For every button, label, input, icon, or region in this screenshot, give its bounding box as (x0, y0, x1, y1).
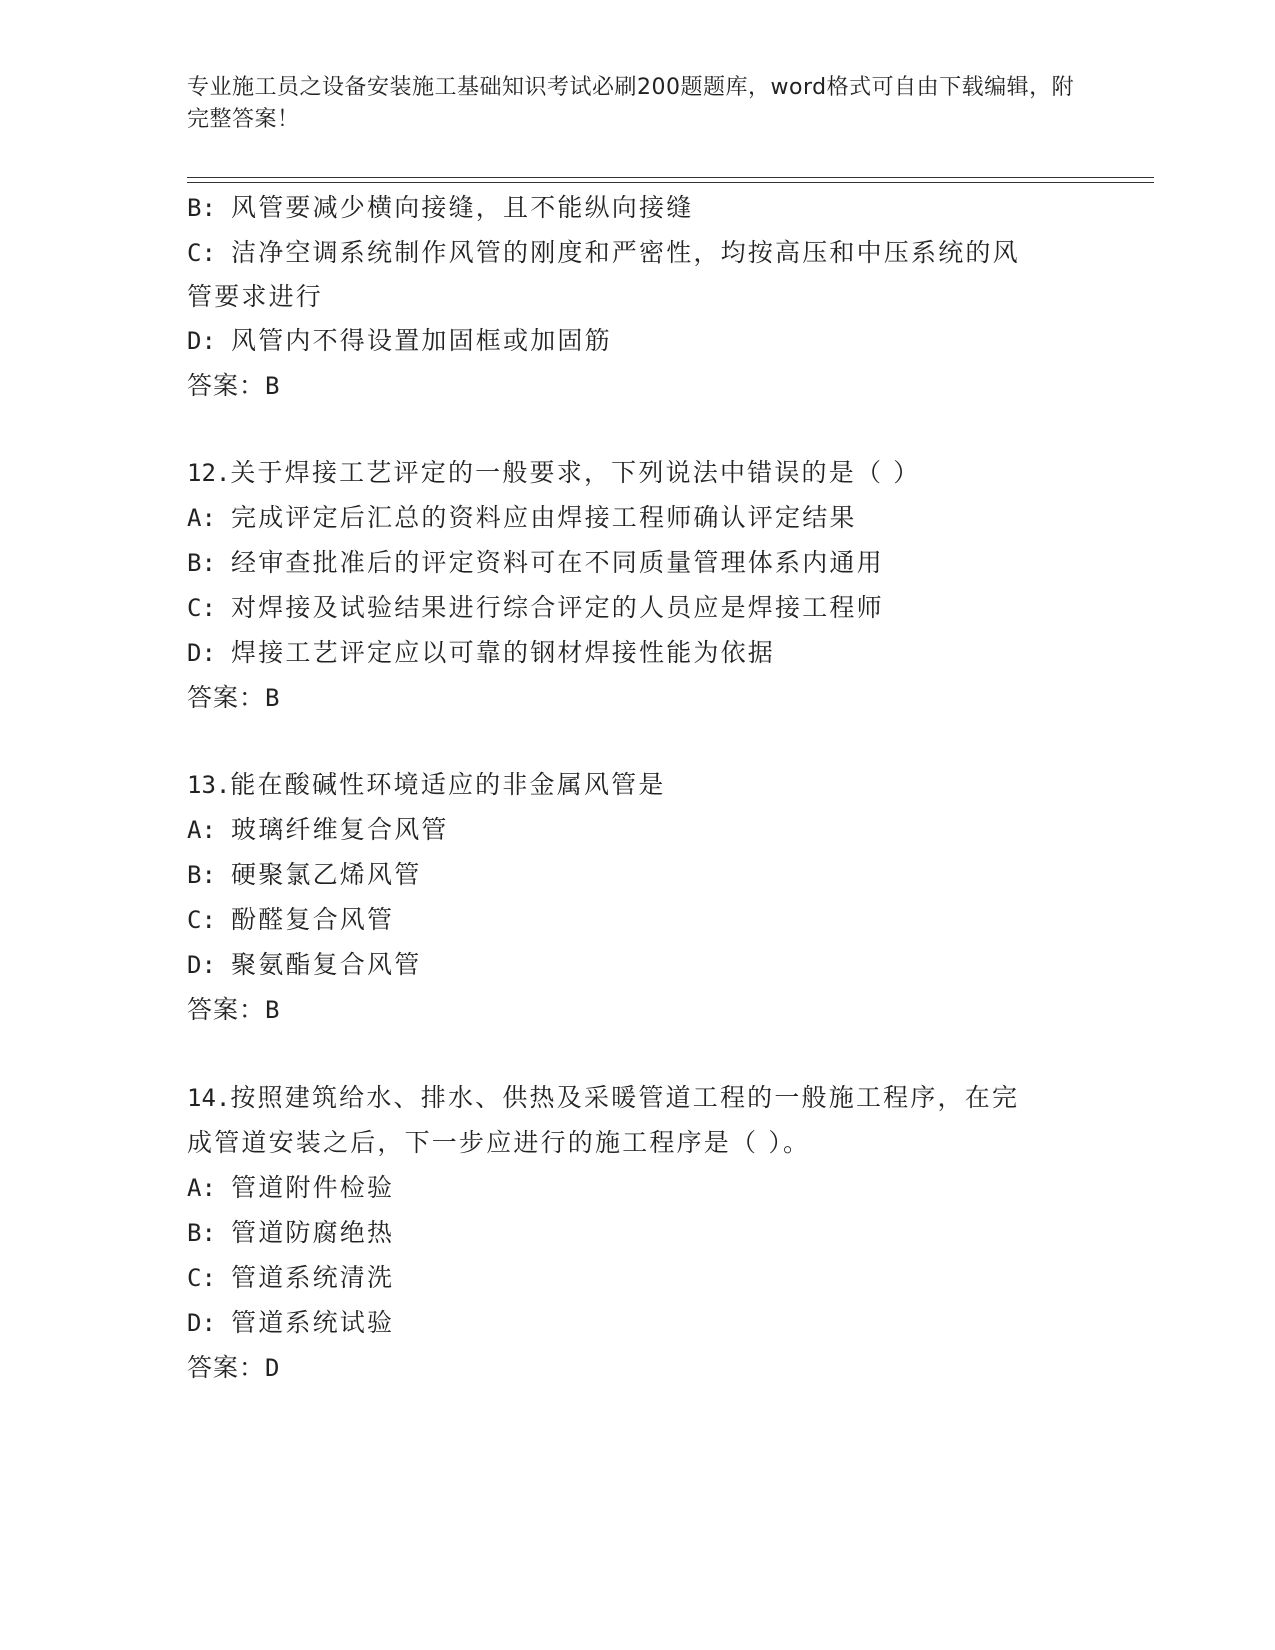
question-text: 关于焊接工艺评定的一般要求，下列说法中错误的是（ ） (230, 458, 921, 487)
question-number: 14. (187, 1084, 231, 1112)
option-label: C: (187, 1264, 216, 1292)
answer-label: 答案： (187, 1353, 266, 1382)
q11-option-d (187, 325, 612, 357)
answer-value: B (265, 996, 281, 1024)
option-text: 对焊接及试验结果进行综合评定的人员应是焊接工程师 (231, 593, 884, 622)
q13-option-a (187, 814, 449, 846)
q12-option-a (187, 502, 857, 534)
q12-option-b (187, 547, 884, 579)
header-rule-top (187, 177, 1154, 178)
q14-option-c (187, 1262, 394, 1294)
option-text: 经审查批准后的评定资料可在不同质量管理体系内通用 (231, 548, 884, 577)
q12-option-d (187, 637, 775, 669)
option-label: A: (187, 816, 216, 844)
q13-option-b (187, 859, 421, 891)
q14-option-a (187, 1172, 394, 1204)
option-label: D: (187, 951, 216, 979)
q14-stem-continued: 成管道安装之后，下一步应进行的施工程序是（ ）。 (187, 1128, 811, 1157)
answer-label: 答案： (187, 995, 266, 1024)
option-text: 管道系统试验 (231, 1308, 395, 1337)
option-label: B: (187, 194, 216, 222)
q13-option-d (187, 949, 421, 981)
q14-stem (187, 1082, 1019, 1114)
q13-stem (187, 769, 666, 801)
q11-option-b (187, 192, 693, 224)
q12-option-c (187, 592, 884, 624)
option-label: B: (187, 861, 216, 889)
question-number: 12. (187, 459, 231, 487)
header-rule-bottom (187, 182, 1154, 183)
option-text: 完成评定后汇总的资料应由焊接工程师确认评定结果 (231, 503, 857, 532)
answer-label: 答案： (187, 371, 266, 400)
option-text: 酚醛复合风管 (231, 905, 395, 934)
q12-stem (187, 457, 921, 489)
q11-answer (187, 370, 280, 402)
option-text: 洁净空调系统制作风管的刚度和严密性，均按高压和中压系统的风 (231, 238, 1020, 267)
answer-value: B (265, 684, 281, 712)
option-label: B: (187, 549, 216, 577)
option-text: 硬聚氯乙烯风管 (231, 860, 422, 889)
option-text: 焊接工艺评定应以可靠的钢材焊接性能为依据 (231, 638, 776, 667)
answer-label: 答案： (187, 683, 266, 712)
option-label: D: (187, 1309, 216, 1337)
option-text: 管道防腐绝热 (231, 1218, 395, 1247)
option-label: A: (187, 1174, 216, 1202)
question-number: 13. (187, 771, 231, 799)
option-label: C: (187, 239, 216, 267)
question-text: 按照建筑给水、排水、供热及采暖管道工程的一般施工程序，在完 (230, 1083, 1020, 1112)
option-label: A: (187, 504, 216, 532)
q14-option-b (187, 1217, 394, 1249)
option-text: 管道附件检验 (231, 1173, 395, 1202)
option-text: 风管内不得设置加固框或加固筋 (231, 326, 612, 355)
option-label: D: (187, 639, 216, 667)
q11-option-c-continued: 管要求进行 (187, 282, 324, 311)
option-label: C: (187, 594, 216, 622)
answer-value: B (265, 372, 281, 400)
answer-value: D (265, 1354, 281, 1382)
q13-answer (187, 994, 280, 1026)
option-label: C: (187, 906, 216, 934)
option-text: 管道系统清洗 (231, 1263, 395, 1292)
q14-answer (187, 1352, 280, 1384)
document-header: 专业施工员之设备安装施工基础知识考试必刷200题题库，word格式可自由下载编辑，附完整答案！ (187, 75, 1075, 132)
question-text: 能在酸碱性环境适应的非金属风管是 (230, 770, 666, 799)
option-label: D: (187, 327, 216, 355)
option-text: 风管要减少横向接缝，且不能纵向接缝 (231, 193, 694, 222)
option-label: B: (187, 1219, 216, 1247)
q14-option-d (187, 1307, 394, 1339)
option-text: 聚氨酯复合风管 (231, 950, 422, 979)
q13-option-c (187, 904, 394, 936)
q12-answer (187, 682, 280, 714)
option-text: 玻璃纤维复合风管 (231, 815, 449, 844)
q11-option-c (187, 237, 1020, 269)
